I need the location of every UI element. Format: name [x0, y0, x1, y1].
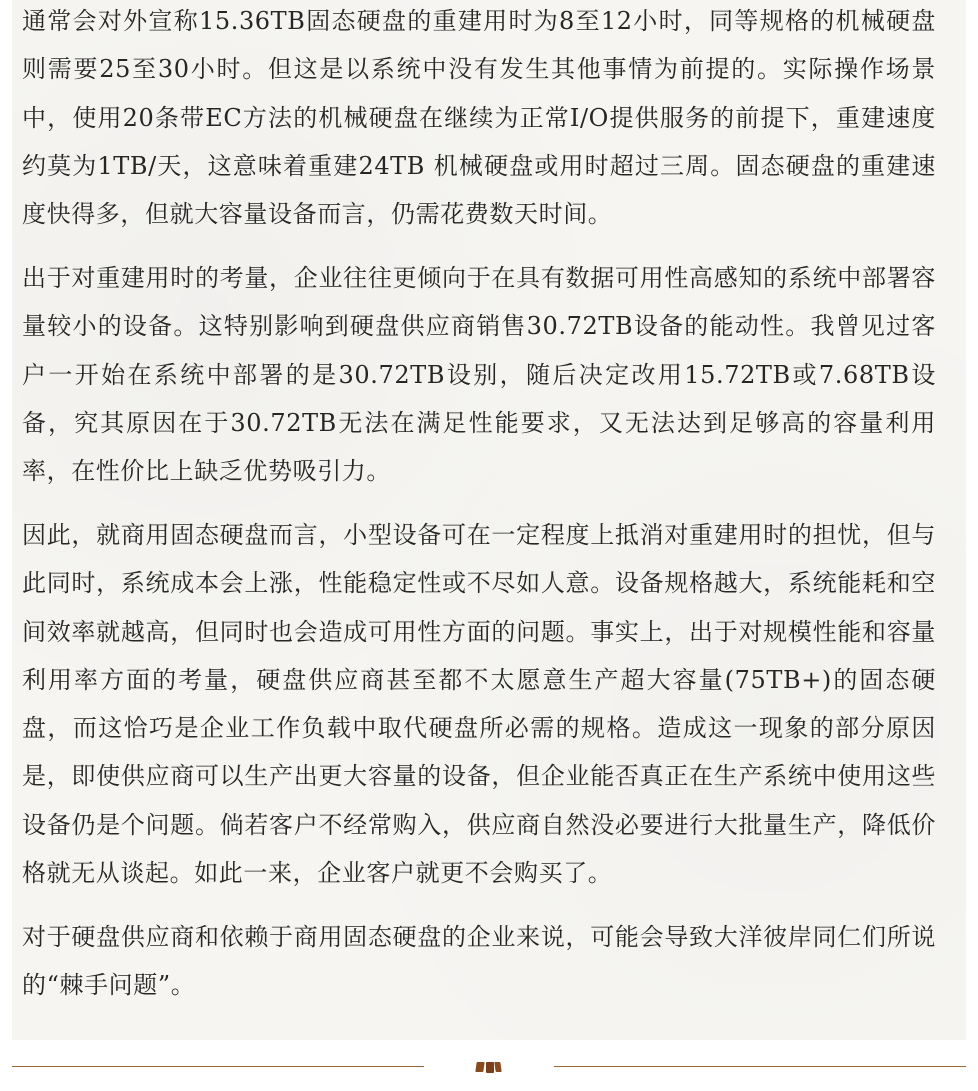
decorative-brick-ornament-icon: [473, 1060, 505, 1074]
article-body: [22, 0, 936, 1009]
footer-line-left: [12, 1066, 424, 1067]
paragraph-conclusion: 对于硬盘供应商和依赖于商用固态硬盘的企业来说，可能会导致大洋彼岸同仁们所说的“棘手问题”。: [22, 922, 936, 1000]
footer-divider: [12, 1060, 966, 1084]
paragraph-capacity-choice: 出于对重建用时的考量，企业往往更倾向于在具有数据可用性高感知的系统中部署容量较小的设备。这特别影响到硬盘供应商销售30.72TB设备的能动性。我曾见过客户一开始在系统中部署的是30.72TB设别，随后决定改用15.72TB或7.68TB设备，究其原因在于30.72TB无法在满足性能要求，又无法达到足够高的容量利用率，在性价比上缺乏优势吸引力。: [22, 263, 936, 486]
paragraph-rebuild-time: 通常会对外宣称15.36TB固态硬盘的重建用时为8至12小时，同等规格的机械硬盘则需要25至30小时。但这是以系统中没有发生其他事情为前提的。实际操作场景中，使用20条带EC方法的机械硬盘在继续为正常I/O提供服务的前提下，重建速度约莫为1TB/天，这意味着重建24TB 机械硬盘或用时超过三周。固态硬盘的重建速度快得多，但就大容量设备而言，仍需花费数天时间。: [22, 7, 936, 229]
paragraph-tradeoffs: 因此，就商用固态硬盘而言，小型设备可在一定程度上抵消对重建用时的担忧，但与此同时，系统成本会上涨，性能稳定性或不尽如人意。设备规格越大，系统能耗和空间效率就越高，但同时也会造成可用性方面的问题。事实上，出于对规模性能和容量利用率方面的考量，硬盘供应商甚至都不太愿意生产超大容量(75TB+)的固态硬盘，而这恰巧是企业工作负载中取代硬盘所必需的规格。造成这一现象的部分原因是，即使供应商可以生产出更大容量的设备，但企业能否真正在生产系统中使用这些设备仍是个问题。倘若客户不经常购入，供应商自然没必要进行大批量生产，降低价格就无从谈起。如此一来，企业客户就更不会购买了。: [22, 520, 936, 888]
footer-line-right: [554, 1066, 966, 1067]
